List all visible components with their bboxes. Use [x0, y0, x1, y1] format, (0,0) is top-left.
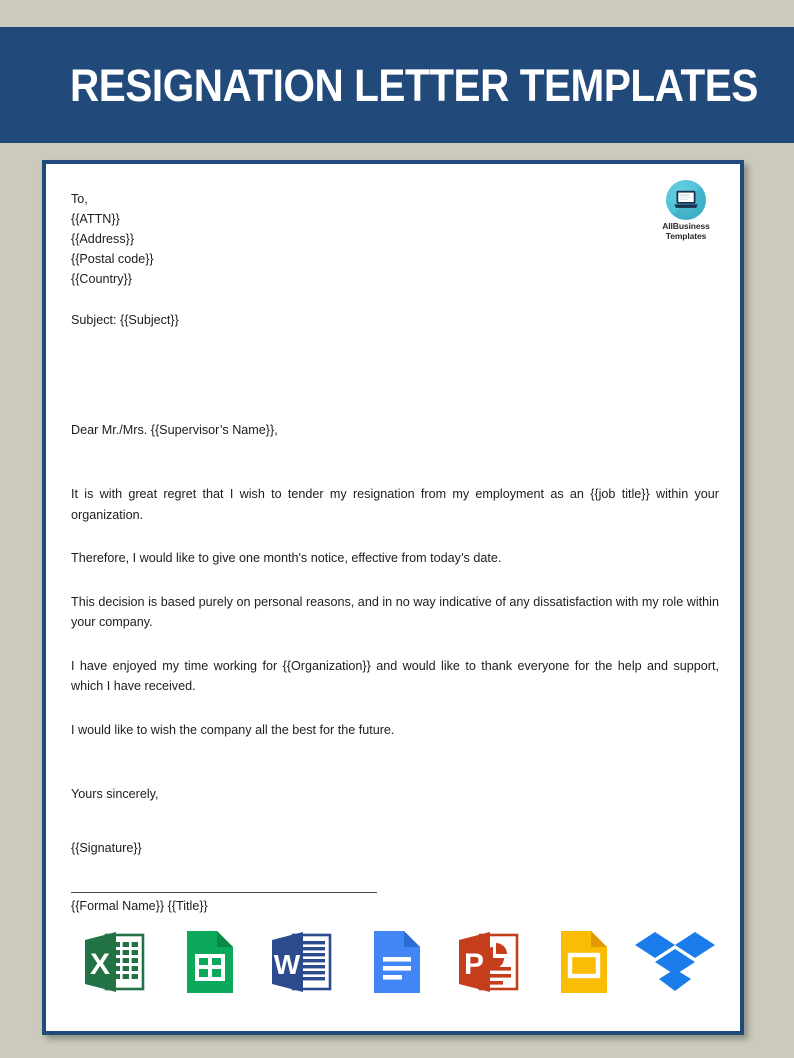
dropbox-icon[interactable] — [632, 919, 718, 1005]
allbusiness-templates-logo — [654, 180, 718, 241]
letter-content — [71, 190, 719, 917]
address-line: {{Address}} — [71, 231, 135, 246]
closing-line: Yours sincerely, — [71, 787, 159, 802]
logo-text-line2: Templates — [665, 231, 707, 242]
signature-name-line: {{Formal Name}} {{Title}} — [71, 899, 208, 914]
document-card — [42, 160, 744, 1035]
salutation-line: Dear Mr./Mrs. {{Supervisor’s Name}}, — [71, 423, 278, 438]
address-line: {{Postal code}} — [71, 251, 154, 266]
body-paragraph: I have enjoyed my time working for {{Organization}} and would like to thank everyone for the help and support, which I have received. — [71, 658, 719, 694]
svg-text:X: X — [89, 948, 111, 981]
signature-rule — [71, 892, 377, 893]
header-banner — [0, 27, 794, 143]
logo-text-line1: AllBusiness — [662, 221, 710, 231]
body-paragraph: I would like to wish the company all the best for the future. — [71, 722, 395, 737]
laptop-icon — [666, 180, 706, 220]
svg-text:P: P — [463, 948, 485, 981]
microsoft-excel-icon[interactable] — [71, 919, 157, 1005]
address-line: {{Country}} — [71, 271, 132, 286]
svg-text:W: W — [273, 949, 301, 980]
file-format-icon-row — [71, 919, 718, 1005]
google-docs-icon[interactable] — [352, 919, 438, 1005]
microsoft-powerpoint-icon[interactable] — [445, 919, 531, 1005]
logo-text — [654, 221, 718, 241]
body-paragraph: This decision is based purely on personal reasons, and in no way indicative of any dissatisfaction with my role within your company. — [71, 594, 719, 630]
page-title: RESIGNATION LETTER TEMPLATES — [70, 59, 758, 111]
body-paragraph: It is with great regret that I wish to tender my resignation from my employment as an {{job title}} within your organization. — [71, 487, 719, 522]
address-line: To, — [71, 192, 88, 206]
microsoft-word-icon[interactable] — [258, 919, 344, 1005]
google-slides-icon[interactable] — [539, 919, 625, 1005]
google-sheets-icon[interactable] — [165, 919, 251, 1005]
body-paragraph: Therefore, I would like to give one month's notice, effective from today’s date. — [71, 551, 502, 566]
document-body — [46, 164, 740, 1031]
address-block — [71, 190, 710, 289]
subject-line: Subject: {{Subject}} — [71, 313, 179, 328]
signature-placeholder: {{Signature}} — [71, 841, 142, 856]
address-line: {{ATTN}} — [71, 211, 120, 226]
